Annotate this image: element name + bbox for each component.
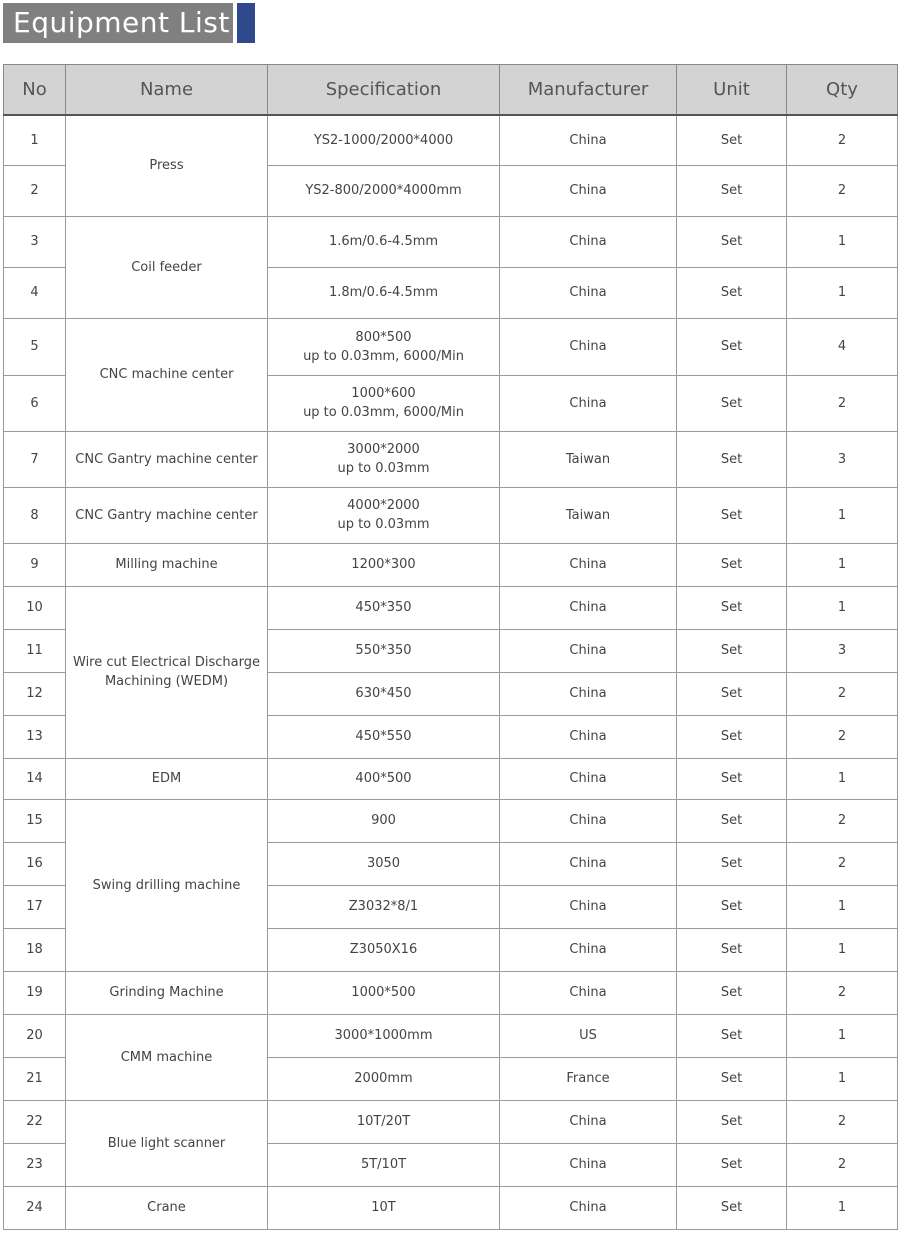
cell-unit: Set: [677, 318, 787, 375]
specification-line: 3000*1000mm: [334, 1028, 433, 1043]
table-row: [4, 487, 898, 543]
specification-line: up to 0.03mm, 6000/Min: [303, 348, 464, 364]
cell-unit: Set: [677, 543, 787, 586]
cell-specification: [268, 318, 500, 375]
table-row: [4, 543, 898, 586]
cell-no: 2: [4, 165, 66, 216]
cell-specification: [268, 165, 500, 216]
specification-line: 1000*500: [351, 985, 416, 1000]
cell-unit: Set: [677, 842, 787, 885]
cell-specification: [268, 487, 500, 543]
cell-name: CMM machine: [66, 1014, 268, 1100]
cell-qty: 2: [787, 1100, 898, 1143]
cell-specification: [268, 971, 500, 1014]
cell-qty: 2: [787, 715, 898, 758]
cell-qty: 2: [787, 799, 898, 842]
table-row: [4, 115, 898, 165]
equipment-table: [3, 64, 898, 1230]
title-accent-bar: [237, 3, 255, 43]
table-row: [4, 758, 898, 799]
cell-no: 23: [4, 1143, 66, 1186]
cell-manufacturer: China: [500, 672, 677, 715]
cell-no: 4: [4, 267, 66, 318]
cell-name: Grinding Machine: [66, 971, 268, 1014]
cell-specification: [268, 586, 500, 629]
table-row: [4, 318, 898, 375]
specification-line: 630*450: [355, 686, 412, 701]
cell-specification: [268, 672, 500, 715]
cell-name: Coil feeder: [66, 216, 268, 318]
specification-line: up to 0.03mm: [337, 517, 430, 532]
cell-unit: Set: [677, 629, 787, 672]
cell-manufacturer: China: [500, 543, 677, 586]
cell-no: 5: [4, 318, 66, 375]
specification-line: 900: [371, 813, 396, 828]
cell-manufacturer: China: [500, 629, 677, 672]
cell-unit: Set: [677, 1014, 787, 1057]
specification-line: 1.6m/0.6-4.5mm: [328, 234, 439, 249]
cell-specification: [268, 629, 500, 672]
cell-no: 13: [4, 715, 66, 758]
cell-unit: Set: [677, 672, 787, 715]
specification-line: Z3050X16: [349, 942, 418, 957]
specification-line: 550*350: [355, 643, 412, 658]
cell-specification: [268, 216, 500, 267]
cell-unit: Set: [677, 586, 787, 629]
table-row: [4, 971, 898, 1014]
cell-manufacturer: China: [500, 375, 677, 431]
cell-no: 21: [4, 1057, 66, 1100]
table-row: [4, 586, 898, 629]
header-no: No: [4, 65, 66, 116]
specification-line: 1000*600: [351, 386, 416, 401]
header-specification: Specification: [268, 65, 500, 116]
table-row: [4, 216, 898, 267]
cell-name: CNC Gantry machine center: [66, 431, 268, 487]
cell-qty: 3: [787, 629, 898, 672]
cell-qty: 1: [787, 543, 898, 586]
cell-qty: 1: [787, 1057, 898, 1100]
cell-unit: Set: [677, 715, 787, 758]
cell-unit: Set: [677, 115, 787, 165]
cell-specification: [268, 1186, 500, 1229]
cell-specification: [268, 799, 500, 842]
specification-line: up to 0.03mm: [337, 461, 430, 476]
cell-specification: [268, 267, 500, 318]
cell-specification: [268, 715, 500, 758]
page-title: Equipment List: [3, 3, 233, 43]
cell-no: 10: [4, 586, 66, 629]
cell-qty: 2: [787, 842, 898, 885]
cell-no: 17: [4, 885, 66, 928]
specification-line: Z3032*8/1: [348, 899, 419, 914]
cell-qty: 1: [787, 1186, 898, 1229]
cell-qty: 1: [787, 1014, 898, 1057]
cell-name: Wire cut Electrical Discharge Machining (WEDM): [66, 586, 268, 758]
cell-manufacturer: France: [500, 1057, 677, 1100]
cell-name: Press: [66, 115, 268, 216]
specification-line: 450*550: [355, 729, 412, 744]
cell-specification: [268, 1014, 500, 1057]
cell-qty: 1: [787, 586, 898, 629]
specification-line: 3000*2000: [347, 442, 420, 457]
cell-specification: [268, 431, 500, 487]
cell-qty: 2: [787, 115, 898, 165]
cell-manufacturer: China: [500, 842, 677, 885]
cell-no: 16: [4, 842, 66, 885]
cell-specification: [268, 543, 500, 586]
cell-manufacturer: China: [500, 799, 677, 842]
cell-no: 11: [4, 629, 66, 672]
cell-unit: Set: [677, 928, 787, 971]
header-qty: Qty: [787, 65, 898, 116]
cell-no: 19: [4, 971, 66, 1014]
cell-no: 8: [4, 487, 66, 543]
cell-unit: Set: [677, 799, 787, 842]
cell-manufacturer: China: [500, 885, 677, 928]
specification-line: 10T/20T: [356, 1114, 411, 1129]
cell-name: Crane: [66, 1186, 268, 1229]
cell-manufacturer: China: [500, 928, 677, 971]
cell-qty: 3: [787, 431, 898, 487]
cell-manufacturer: China: [500, 165, 677, 216]
header-manufacturer: Manufacturer: [500, 65, 677, 116]
cell-unit: Set: [677, 375, 787, 431]
cell-manufacturer: Taiwan: [500, 431, 677, 487]
cell-no: 24: [4, 1186, 66, 1229]
cell-unit: Set: [677, 758, 787, 799]
table-row: [4, 799, 898, 842]
cell-unit: Set: [677, 267, 787, 318]
specification-line: 450*350: [355, 600, 412, 615]
cell-manufacturer: Taiwan: [500, 487, 677, 543]
cell-no: 9: [4, 543, 66, 586]
cell-name: CNC Gantry machine center: [66, 487, 268, 543]
cell-specification: [268, 928, 500, 971]
cell-qty: 2: [787, 1143, 898, 1186]
cell-unit: Set: [677, 1143, 787, 1186]
cell-unit: Set: [677, 1057, 787, 1100]
cell-unit: Set: [677, 216, 787, 267]
specification-line: YS2-1000/2000*4000: [313, 132, 454, 148]
cell-name: EDM: [66, 758, 268, 799]
cell-manufacturer: China: [500, 1100, 677, 1143]
cell-manufacturer: China: [500, 318, 677, 375]
cell-unit: Set: [677, 487, 787, 543]
cell-specification: [268, 375, 500, 431]
cell-specification: [268, 1100, 500, 1143]
header-unit: Unit: [677, 65, 787, 116]
cell-qty: 1: [787, 216, 898, 267]
cell-unit: Set: [677, 1100, 787, 1143]
cell-no: 7: [4, 431, 66, 487]
cell-qty: 1: [787, 928, 898, 971]
cell-manufacturer: China: [500, 715, 677, 758]
cell-no: 1: [4, 115, 66, 165]
cell-manufacturer: China: [500, 1186, 677, 1229]
specification-line: 5T/10T: [360, 1157, 407, 1172]
cell-unit: Set: [677, 431, 787, 487]
cell-unit: Set: [677, 165, 787, 216]
cell-manufacturer: China: [500, 267, 677, 318]
cell-qty: 2: [787, 375, 898, 431]
cell-no: 3: [4, 216, 66, 267]
cell-name: Swing drilling machine: [66, 799, 268, 971]
cell-qty: 2: [787, 971, 898, 1014]
cell-specification: [268, 1143, 500, 1186]
cell-name: CNC machine center: [66, 318, 268, 431]
cell-manufacturer: China: [500, 586, 677, 629]
cell-manufacturer: China: [500, 115, 677, 165]
specification-line: YS2-800/2000*4000mm: [305, 183, 462, 198]
specification-line: 10T: [371, 1200, 396, 1215]
specification-line: 1.8m/0.6-4.5mm: [328, 285, 439, 300]
cell-qty: 1: [787, 487, 898, 543]
specification-line: 4000*2000: [347, 498, 420, 513]
cell-unit: Set: [677, 971, 787, 1014]
cell-unit: Set: [677, 1186, 787, 1229]
cell-manufacturer: China: [500, 1143, 677, 1186]
table-row: [4, 1100, 898, 1143]
cell-qty: 2: [787, 165, 898, 216]
cell-name: Blue light scanner: [66, 1100, 268, 1186]
specification-line: 800*500: [355, 329, 412, 345]
table-row: [4, 431, 898, 487]
cell-specification: [268, 842, 500, 885]
cell-no: 6: [4, 375, 66, 431]
header-name: Name: [66, 65, 268, 116]
table-header-row: [4, 65, 898, 116]
cell-specification: [268, 1057, 500, 1100]
cell-qty: 2: [787, 672, 898, 715]
table-body: [4, 115, 898, 1229]
specification-line: up to 0.03mm, 6000/Min: [303, 405, 464, 420]
specification-line: 3050: [366, 856, 401, 871]
cell-manufacturer: US: [500, 1014, 677, 1057]
table-row: [4, 1186, 898, 1229]
cell-specification: [268, 758, 500, 799]
cell-qty: 4: [787, 318, 898, 375]
specification-line: 400*500: [355, 771, 412, 786]
cell-specification: [268, 885, 500, 928]
cell-no: 14: [4, 758, 66, 799]
cell-no: 22: [4, 1100, 66, 1143]
cell-qty: 1: [787, 885, 898, 928]
cell-manufacturer: China: [500, 216, 677, 267]
cell-name: Milling machine: [66, 543, 268, 586]
cell-no: 12: [4, 672, 66, 715]
cell-no: 15: [4, 799, 66, 842]
specification-line: 1200*300: [351, 557, 416, 572]
table-row: [4, 1014, 898, 1057]
title-banner: [3, 3, 255, 43]
cell-unit: Set: [677, 885, 787, 928]
cell-manufacturer: China: [500, 971, 677, 1014]
cell-no: 20: [4, 1014, 66, 1057]
cell-no: 18: [4, 928, 66, 971]
cell-specification: [268, 115, 500, 165]
cell-qty: 1: [787, 267, 898, 318]
cell-qty: 1: [787, 758, 898, 799]
specification-line: 2000mm: [354, 1071, 413, 1086]
cell-manufacturer: China: [500, 758, 677, 799]
